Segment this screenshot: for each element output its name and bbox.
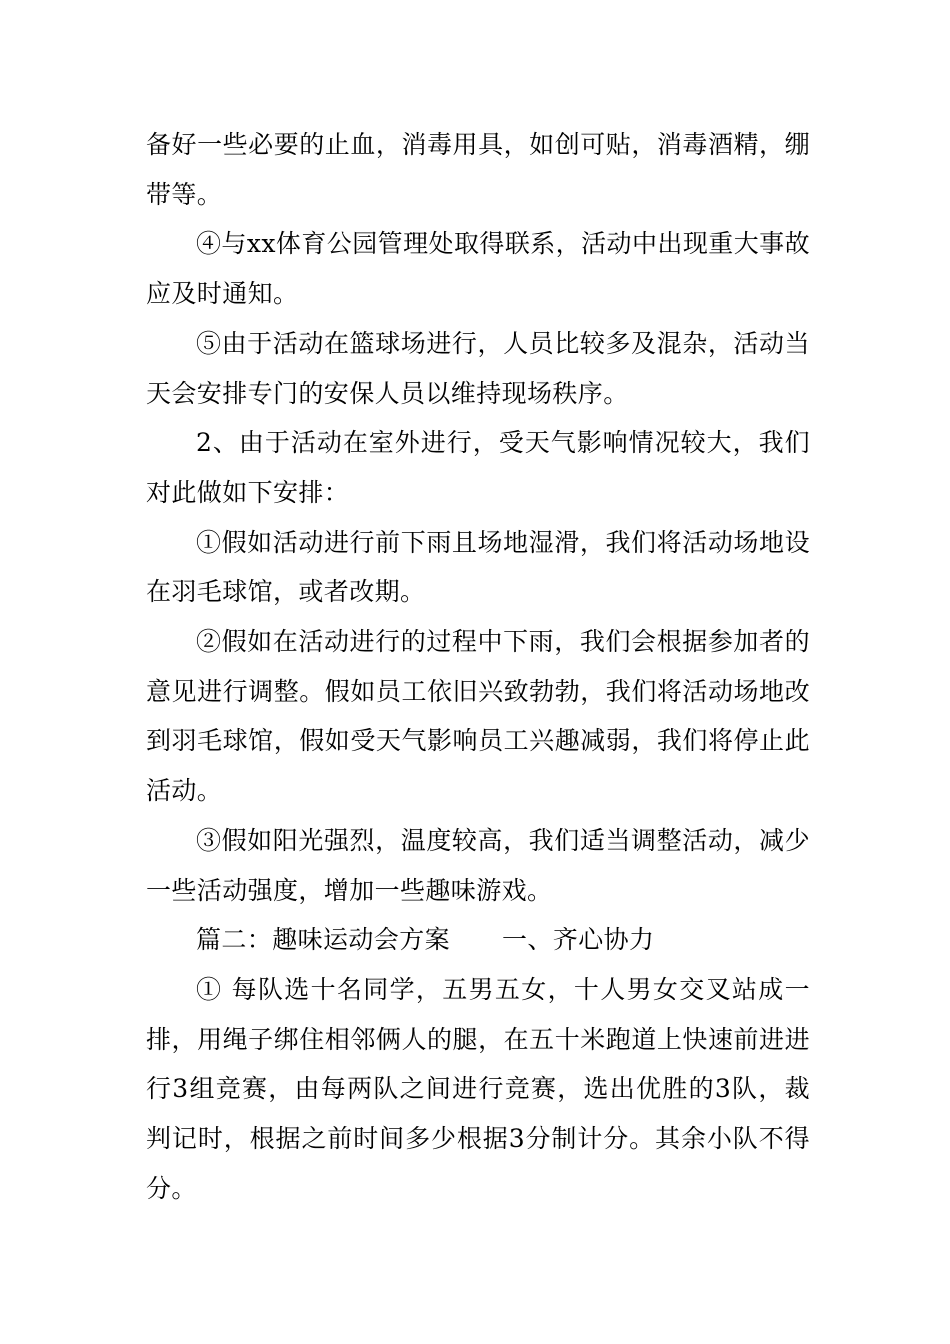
paragraph-rain-before: ①假如活动进行前下雨且场地湿滑，我们将活动场地设在羽毛球馆，或者改期。	[146, 527, 810, 607]
paragraph-sunshine: ③假如阳光强烈，温度较高，我们适当调整活动，减少一些活动强度，增加一些趣味游戏。	[146, 825, 810, 905]
section-subtitle: 一、齐心协力	[502, 925, 655, 955]
section-heading	[146, 915, 810, 965]
document-body	[146, 120, 810, 1213]
paragraph-first-aid: 备好一些必要的止血，消毒用具，如创可贴，消毒酒精，绷带等。	[146, 130, 810, 209]
section-title: 篇二：趣味运动会方案	[196, 925, 451, 955]
paragraph-team-rules: ① 每队选十名同学，五男五女，十人男女交叉站成一排，用绳子绑住相邻俩人的腿，在五十米跑道上快速前进进行3组竞赛，由每两队之间进行竞赛，选出优胜的3队，裁判记时，根据之前时间多少根据3分制计分。其余小队不得分。	[146, 974, 810, 1203]
paragraph-rain-during: ②假如在活动进行的过程中下雨，我们会根据参加者的意见进行调整。假如员工依旧兴致勃勃，我们将活动场地改到羽毛球馆，假如受天气影响员工兴趣减弱，我们将停止此活动。	[146, 627, 810, 806]
paragraph-weather: 2、由于活动在室外进行，受天气影响情况较大，我们对此做如下安排：	[146, 428, 810, 507]
paragraph-security: ⑤由于活动在篮球场进行，人员比较多及混杂，活动当天会安排专门的安保人员以维持现场秩序。	[146, 328, 810, 408]
paragraph-park-contact: ④与xx体育公园管理处取得联系，活动中出现重大事故应及时通知。	[146, 229, 810, 309]
